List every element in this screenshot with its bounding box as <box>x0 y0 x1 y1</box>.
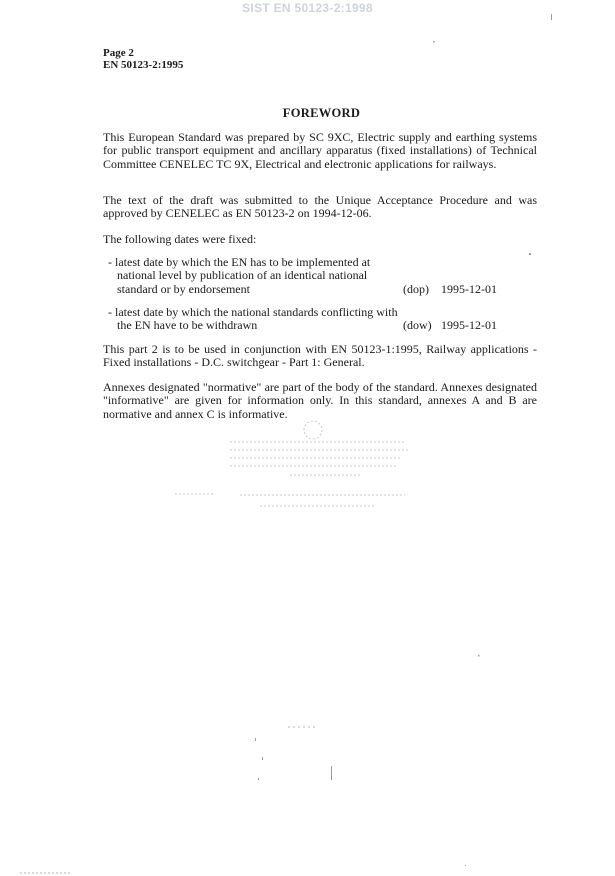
date-description: - latest date by which the national standards conflicting with the EN have to be withdrawn <box>108 305 398 333</box>
page-number: Page 2 <box>103 47 134 59</box>
foreword-paragraph-annexes: Annexes designated "normative" are part of the body of the standard. Annexes designated "informative" are given for information only. In this standard, annexes A and B are normative and annex C is informative. <box>103 380 537 421</box>
date-value: 1995-12-01 <box>441 318 497 333</box>
section-title: FOREWORD <box>282 106 361 120</box>
foreword-paragraph-part1-reference: This part 2 is to be used in conjunction with EN 50123-1:1995, Railway applications - Fixed installations - D.C. switchgear - Part 1: General. <box>103 342 537 370</box>
foreword-paragraph-dates-intro: The following dates were fixed: <box>103 232 257 246</box>
date-code: (dop) <box>403 281 429 296</box>
date-value: 1995-12-01 <box>441 281 497 296</box>
document-watermark: SIST EN 50123-2:1998 <box>242 1 373 15</box>
document-id: EN 50123-2:1995 <box>103 59 184 71</box>
date-description: - latest date by which the EN has to be implemented at national level by publication of an identical national standard or by endorsement <box>108 255 371 296</box>
foreword-paragraph-approval: The text of the draft was submitted to the Unique Acceptance Procedure and was approved by CENELEC as EN 50123-2 on 1994-12-06. <box>103 193 537 221</box>
foreword-paragraph-origin: This European Standard was prepared by SC 9XC, Electric supply and earthing systems for public transport equipment and ancillary apparatus (fixed installations) of Technical Committee CENELEC TC 9X, Electrical and electronic applications for railways. <box>103 130 537 171</box>
date-code: (dow) <box>403 318 432 333</box>
